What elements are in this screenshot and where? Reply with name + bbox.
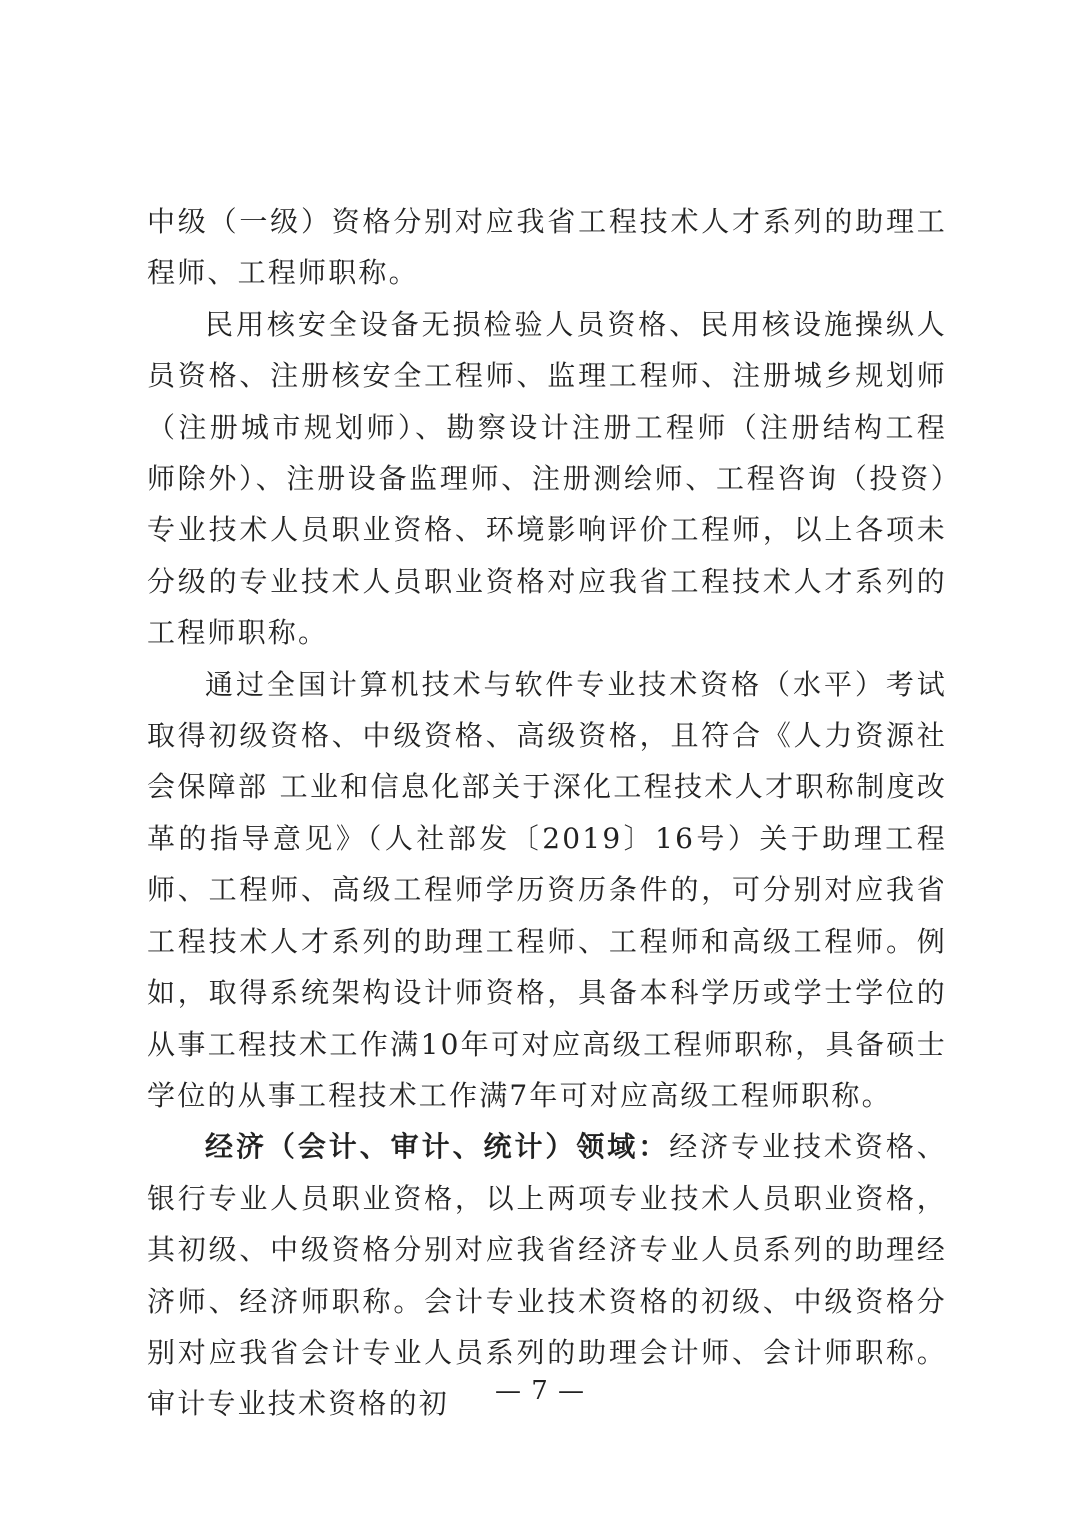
- body-text: [147, 196, 947, 1430]
- page-number: — 7 —: [494, 1376, 586, 1406]
- paragraph-nuclear-qualifications: 民用核安全设备无损检验人员资格、民用核设施操纵人员资格、注册核安全工程师、监理工程师、注册城乡规划师（注册城市规划师）、勘察设计注册工程师（注册结构工程师除外）、注册设备监理师、注册测绘师、工程咨询（投资）专业技术人员职业资格、环境影响评价工程师，以上各项未分级的专业技术人员职业资格对应我省工程技术人才系列的工程师职称。: [147, 307, 947, 650]
- economic-field-text: 经济专业技术资格、银行专业人员职业资格，以上两项专业技术人员职业资格，其初级、中级资格分别对应我省经济专业人员系列的助理经济师、经济师职称。会计专业技术资格的初级、中级资格分别对应我省会计专业人员系列的助理会计师、会计师职称。审计专业技术资格的初: [147, 1130, 947, 1421]
- paragraph-computer-software-exam: 通过全国计算机技术与软件专业技术资格（水平）考试取得初级资格、中级资格、高级资格，且符合《人力资源社会保障部 工业和信息化部关于深化工程技术人才职称制度改革的指导意见》（人社部发〔2019〕16号）关于助理工程师、工程师、高级工程师学历资历条件的，可分别对应我省工程技术人才系列的助理工程师、工程师和高级工程师。例如，取得系统架构设计师资格，具备本科学历或学士学位的从事工程技术工作满10年可对应高级工程师职称，具备硕士学位的从事工程技术工作满7年可对应高级工程师职称。: [147, 667, 947, 1112]
- economic-field-heading: 经济（会计、审计、统计）领域：: [205, 1130, 670, 1164]
- paragraph-continuation: 中级（一级）资格分别对应我省工程技术人才系列的助理工程师、工程师职称。: [147, 205, 947, 290]
